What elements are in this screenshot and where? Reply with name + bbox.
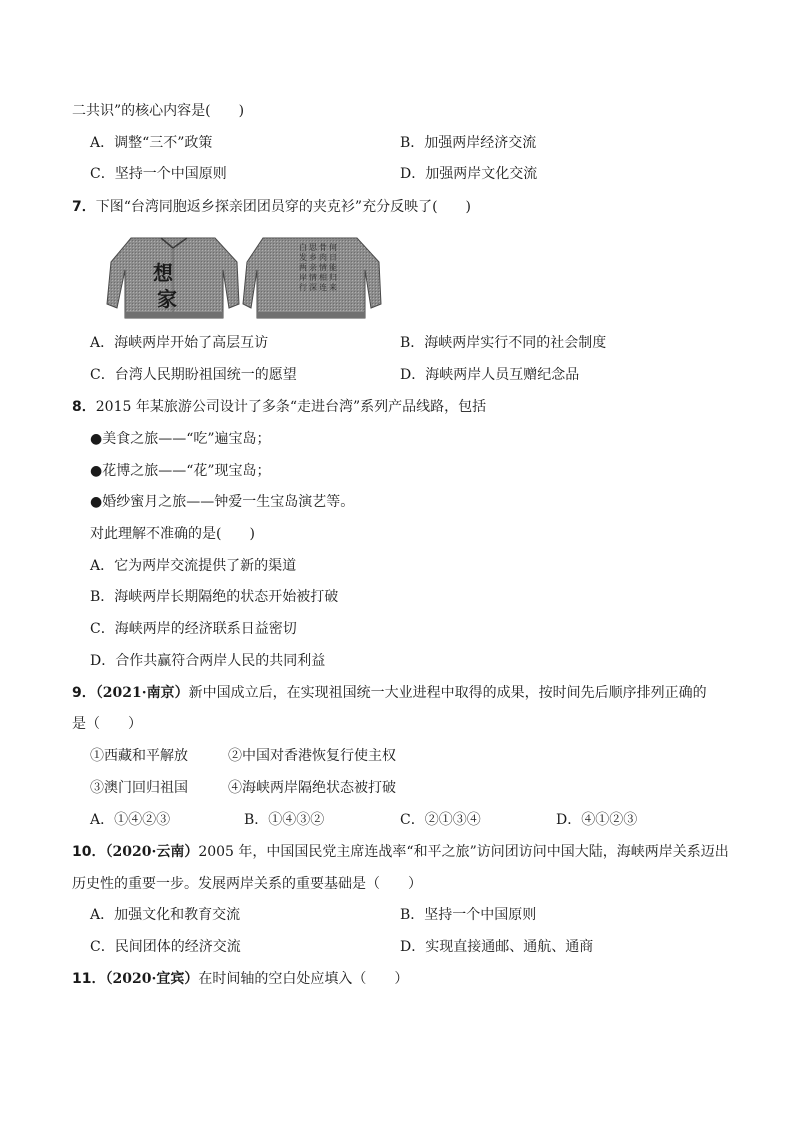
q7-stem (72, 197, 471, 217)
q6-option-d[interactable]: D．加强两岸文化交流 (400, 166, 538, 182)
jacket-photo (103, 232, 383, 322)
q7-stem-text: 下图“台湾同胞返乡探亲团团员穿的夹克衫”充分反映了( ) (95, 199, 471, 215)
q10-source: （2020·云南） (105, 844, 199, 860)
q10-stem (72, 842, 729, 862)
q11-stem (72, 969, 408, 989)
q8-stem-text: 2015 年某旅游公司设计了多条“走进台湾”系列产品线路，包括 (95, 399, 487, 415)
svg-text:能: 能 (329, 263, 337, 272)
q6-option-c[interactable]: C．坚持一个中国原则 (90, 166, 227, 182)
q10-stem-cont: 历史性的重要一步。发展两岸关系的重要基础是（ ） (72, 876, 422, 892)
svg-text:情: 情 (319, 263, 327, 272)
svg-text:相: 相 (319, 273, 327, 282)
q8-stem (72, 397, 486, 417)
q9-option-c[interactable]: C．②①③④ (400, 812, 481, 828)
q11-source: （2020·宜宾） (105, 971, 199, 987)
svg-text:白: 白 (299, 243, 307, 252)
q10-option-b[interactable]: B．坚持一个中国原则 (400, 907, 537, 923)
q9-source: （2021·南京） (95, 685, 189, 701)
q8-option-a[interactable]: A．它为两岸交流提供了新的渠道 (90, 558, 297, 574)
jacket-back (243, 238, 381, 318)
q10-option-c[interactable]: C．民间团体的经济交流 (90, 939, 241, 955)
q6-option-b[interactable]: B．加强两岸经济交流 (400, 135, 537, 151)
q8-bullet-2: ●花博之旅——“花”现宝岛； (90, 463, 271, 479)
svg-text:岸: 岸 (299, 273, 307, 282)
q6-stem-tail: 二共识”的核心内容是( ) (72, 103, 245, 119)
q10-stem-text: 2005 年，中国国民党主席连战率“和平之旅”访问团访问中国大陆，海峡两岸关系迈出 (198, 844, 729, 860)
svg-text:乡: 乡 (309, 253, 317, 262)
svg-text:思: 思 (309, 243, 317, 252)
q7-option-c[interactable]: C．台湾人民期盼祖国统一的愿望 (90, 367, 297, 383)
q8-option-d[interactable]: D．合作共赢符合两岸人民的共同利益 (90, 653, 326, 669)
jacket-front-char-1: 想 (153, 261, 173, 285)
svg-text:深: 深 (309, 283, 317, 292)
jacket-front (107, 238, 239, 318)
q9-number: 9． (72, 685, 96, 701)
q8-option-c[interactable]: C．海峡两岸的经济联系日益密切 (90, 621, 297, 637)
q7-option-d[interactable]: D．海峡两岸人员互赠纪念品 (400, 367, 580, 383)
q8-bullet-1: ●美食之旅——“吃”遍宝岛； (90, 431, 271, 447)
svg-text:骨: 骨 (319, 243, 327, 252)
q7-option-b[interactable]: B．海峡两岸实行不同的社会制度 (400, 335, 607, 351)
q9-item-3: ③澳门回归祖国 (90, 780, 188, 796)
q9-option-b[interactable]: B．①④③② (244, 812, 325, 828)
svg-text:发: 发 (299, 253, 307, 262)
svg-text:日: 日 (329, 253, 337, 262)
q9-item-2: ②中国对香港恢复行使主权 (228, 748, 396, 764)
svg-text:两: 两 (299, 263, 307, 272)
q9-stem (72, 683, 707, 703)
q9-stem-text: 新中国成立后，在实现祖国统一大业进程中取得的成果，按时间先后顺序排列正确的 (188, 685, 707, 701)
q9-option-a[interactable]: A．①④②③ (90, 812, 171, 828)
q7-option-a[interactable]: A．海峡两岸开始了高层互访 (90, 335, 269, 351)
q9-option-d[interactable]: D．④①②③ (556, 812, 638, 828)
q9-item-1: ①西藏和平解放 (90, 748, 188, 764)
svg-text:来: 来 (329, 283, 337, 292)
q9-item-4: ④海峡两岸隔绝状态被打破 (228, 780, 396, 796)
q7-number: 7． (72, 199, 96, 215)
jacket-front-char-2: 家 (157, 287, 177, 311)
q6-option-a[interactable]: A．调整“三不”政策 (90, 135, 213, 151)
q10-number: 10． (72, 844, 106, 860)
q11-number: 11． (72, 971, 106, 987)
svg-text:连: 连 (319, 283, 327, 292)
q8-bullet-3: ●婚纱蜜月之旅——钟爱一生宝岛演艺等。 (90, 494, 355, 510)
q11-stem-text: 在时间轴的空白处应填入（ ） (198, 971, 409, 987)
svg-text:情: 情 (309, 273, 317, 282)
svg-text:肉: 肉 (319, 253, 327, 262)
q10-option-d[interactable]: D．实现直接通邮、通航、通商 (400, 939, 594, 955)
q8-option-b[interactable]: B．海峡两岸长期隔绝的状态开始被打破 (90, 589, 339, 605)
q8-prompt: 对此理解不准确的是( ) (90, 526, 255, 542)
q10-option-a[interactable]: A．加强文化和教育交流 (90, 907, 241, 923)
svg-text:行: 行 (299, 283, 307, 292)
svg-text:亲: 亲 (309, 263, 317, 272)
q8-number: 8． (72, 399, 96, 415)
q9-stem-cont: 是（ ） (72, 716, 142, 732)
svg-text:何: 何 (329, 243, 337, 252)
svg-text:归: 归 (329, 273, 337, 282)
